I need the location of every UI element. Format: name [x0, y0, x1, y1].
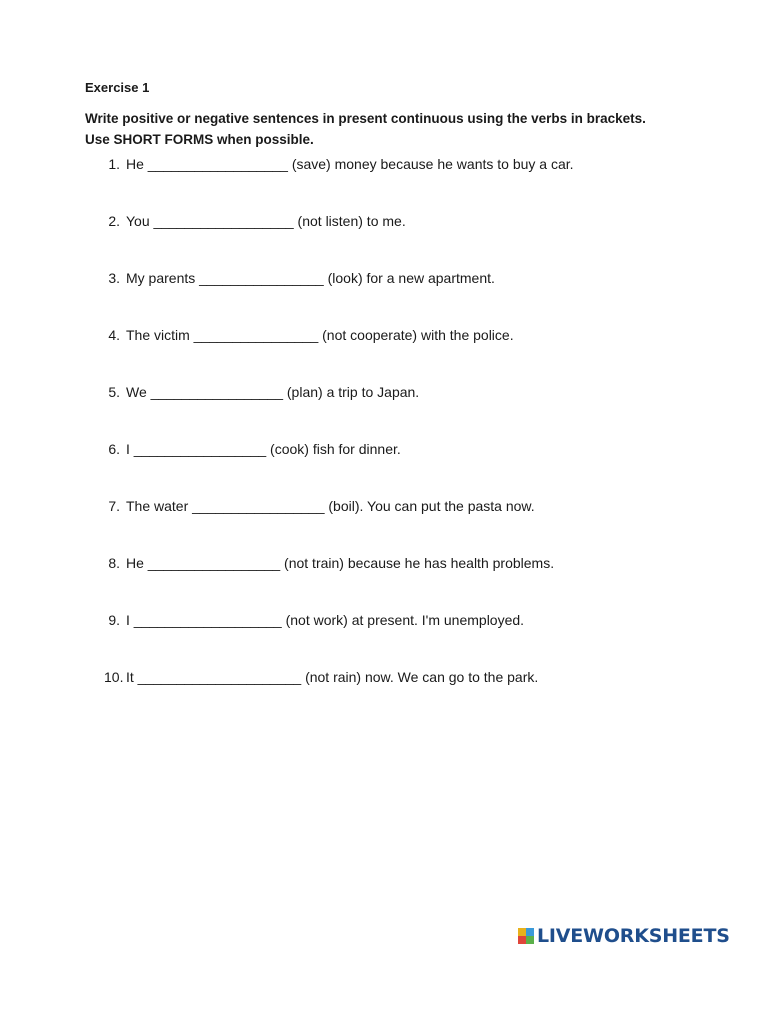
item-number: 9.	[108, 612, 120, 628]
instruction-line-2: Use SHORT FORMS when possible.	[85, 132, 314, 147]
exercise-item-9	[0, 612, 768, 634]
item-number: 3.	[108, 270, 120, 286]
item-sentence: You __________________ (not listen) to me.	[126, 213, 406, 229]
item-number: 1.	[108, 156, 120, 172]
logo-square-1	[518, 928, 526, 936]
instruction-line-1: Write positive or negative sentences in present continuous using the verbs in brackets.	[85, 111, 646, 126]
item-number: 10.	[104, 669, 124, 685]
logo-text: LIVEWORKSHEETS	[537, 925, 730, 947]
exercise-title: Exercise 1	[85, 80, 150, 95]
exercise-item-7	[0, 498, 768, 520]
exercise-item-8	[0, 555, 768, 577]
logo-square-2	[526, 928, 534, 936]
item-sentence: The water _________________ (boil). You can put the pasta now.	[126, 498, 535, 514]
item-sentence: The victim ________________ (not cooperate) with the police.	[126, 327, 514, 343]
liveworksheets-logo-icon	[518, 928, 534, 944]
item-sentence: He _________________ (not train) because he has health problems.	[126, 555, 555, 571]
exercise-instructions	[85, 108, 705, 150]
item-number: 2.	[108, 213, 120, 229]
exercise-item-2	[0, 213, 768, 235]
exercise-item-10	[0, 669, 768, 691]
exercise-item-1	[0, 156, 768, 178]
exercise-item-6	[0, 441, 768, 463]
exercise-item-5	[0, 384, 768, 406]
liveworksheets-logo	[518, 924, 730, 948]
logo-square-3	[518, 936, 526, 944]
item-sentence: It _____________________ (not rain) now. We can go to the park.	[126, 669, 539, 685]
exercise-item-4	[0, 327, 768, 349]
item-number: 7.	[108, 498, 120, 514]
item-sentence: I _________________ (cook) fish for dinner.	[126, 441, 401, 457]
exercise-item-3	[0, 270, 768, 292]
item-sentence: I ___________________ (not work) at present. I'm unemployed.	[126, 612, 525, 628]
item-sentence: He __________________ (save) money because he wants to buy a car.	[126, 156, 574, 172]
item-number: 4.	[108, 327, 120, 343]
item-sentence: My parents ________________ (look) for a new apartment.	[126, 270, 495, 286]
item-number: 5.	[108, 384, 120, 400]
item-number: 8.	[108, 555, 120, 571]
item-number: 6.	[108, 441, 120, 457]
item-sentence: We _________________ (plan) a trip to Japan.	[126, 384, 420, 400]
logo-square-4	[526, 936, 534, 944]
